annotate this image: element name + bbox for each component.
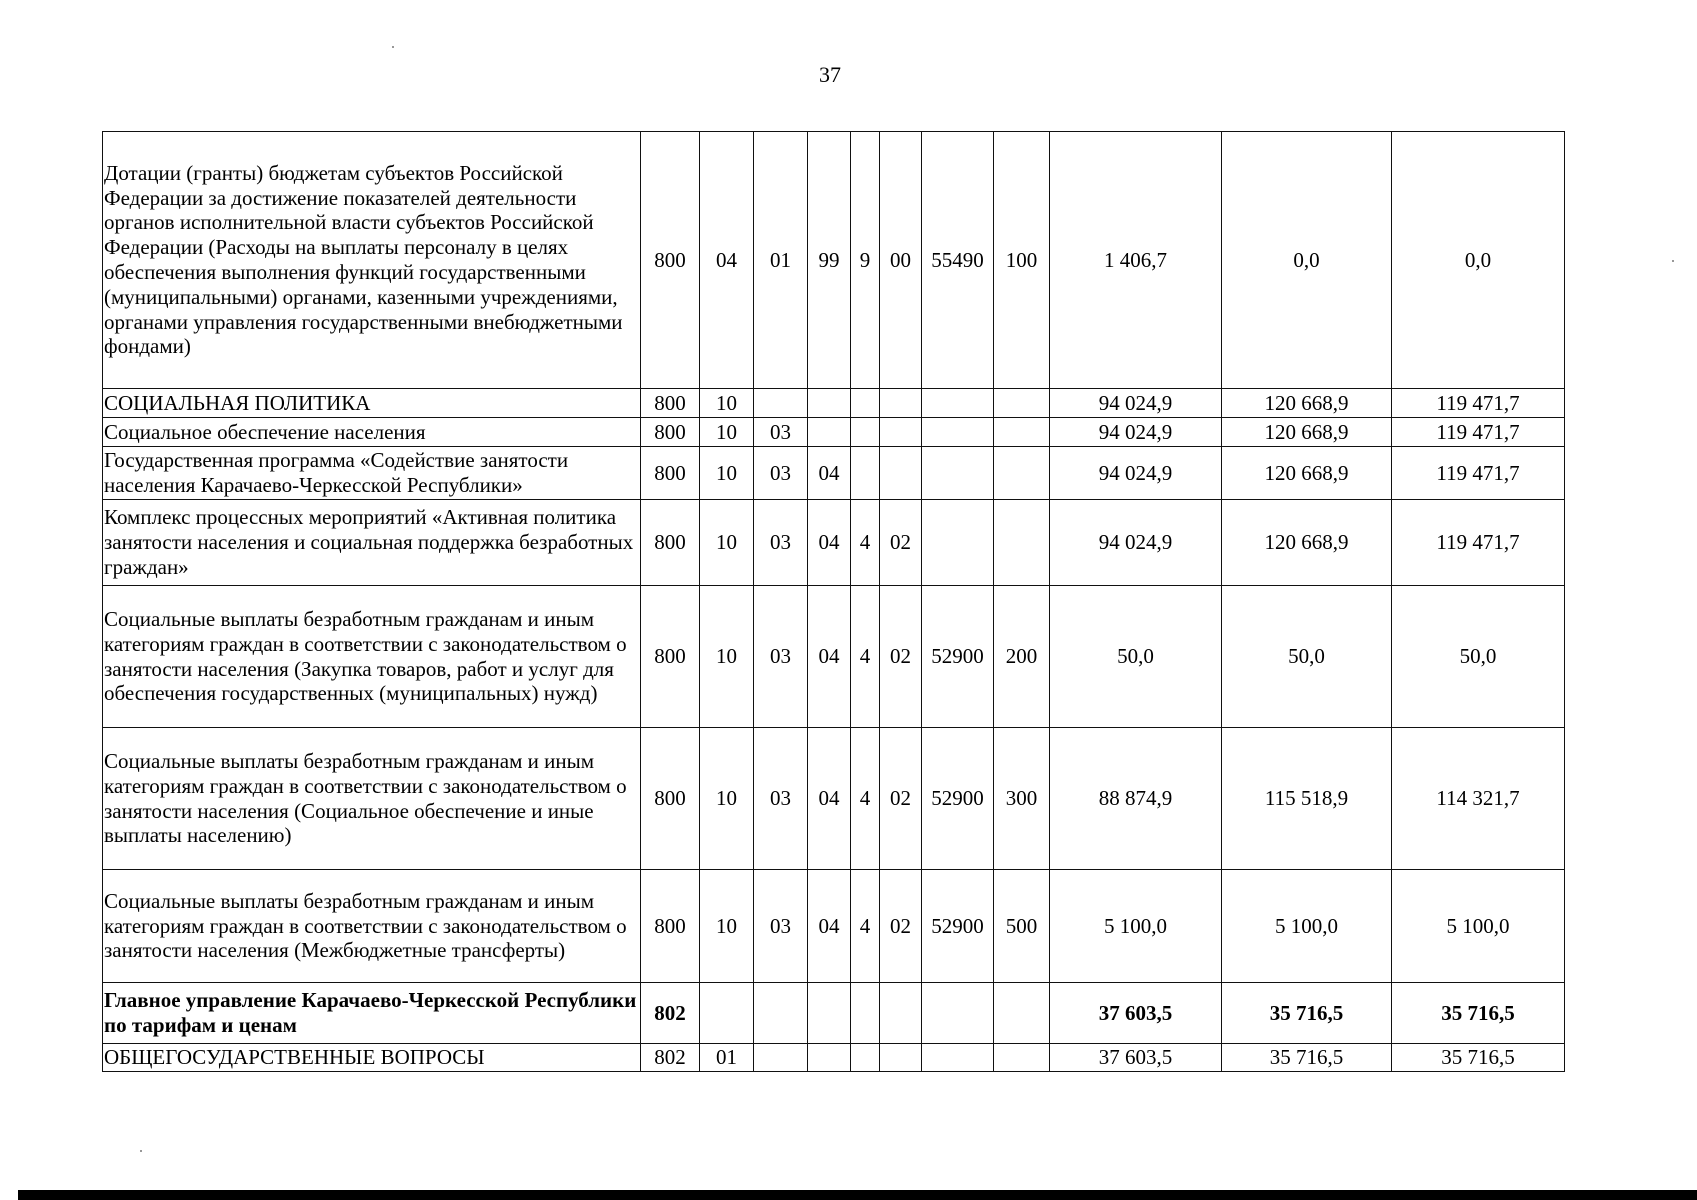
code-section: 10 <box>700 728 754 870</box>
code-section <box>700 983 754 1044</box>
value-year-3: 119 471,7 <box>1392 389 1565 418</box>
value-year-1: 37 603,5 <box>1050 983 1222 1044</box>
row-name: Социальное обеспечение населения <box>103 418 641 447</box>
code-section: 10 <box>700 447 754 500</box>
code-subsection <box>754 1044 808 1072</box>
row-name: ОБЩЕГОСУДАРСТВЕННЫЕ ВОПРОСЫ <box>103 1044 641 1072</box>
code-activity: 02 <box>880 870 922 983</box>
value-year-3: 35 716,5 <box>1392 983 1565 1044</box>
code-section: 10 <box>700 389 754 418</box>
scan-bottom-edge <box>18 1190 1697 1200</box>
value-year-3: 35 716,5 <box>1392 1044 1565 1072</box>
code-subsection: 03 <box>754 728 808 870</box>
code-direction: 52900 <box>922 870 994 983</box>
value-year-1: 50,0 <box>1050 586 1222 728</box>
table-row <box>103 132 1565 389</box>
code-program: 04 <box>808 586 851 728</box>
table-row <box>103 728 1565 870</box>
code-section: 10 <box>700 500 754 586</box>
code-expense-type: 300 <box>994 728 1050 870</box>
code-direction: 52900 <box>922 586 994 728</box>
value-year-1: 5 100,0 <box>1050 870 1222 983</box>
value-year-1: 94 024,9 <box>1050 447 1222 500</box>
value-year-2: 120 668,9 <box>1222 418 1392 447</box>
code-ministry: 800 <box>641 132 700 389</box>
value-year-1: 94 024,9 <box>1050 500 1222 586</box>
value-year-2: 120 668,9 <box>1222 389 1392 418</box>
value-year-3: 114 321,7 <box>1392 728 1565 870</box>
code-activity: 02 <box>880 728 922 870</box>
page-number: 37 <box>819 62 841 87</box>
code-expense-type <box>994 983 1050 1044</box>
code-activity <box>880 983 922 1044</box>
code-subprogram: 4 <box>851 870 880 983</box>
code-subprogram <box>851 418 880 447</box>
value-year-3: 5 100,0 <box>1392 870 1565 983</box>
value-year-2: 50,0 <box>1222 586 1392 728</box>
code-program: 04 <box>808 447 851 500</box>
table-row <box>103 870 1565 983</box>
value-year-2: 120 668,9 <box>1222 447 1392 500</box>
code-program: 99 <box>808 132 851 389</box>
table-row <box>103 418 1565 447</box>
code-activity <box>880 389 922 418</box>
code-subprogram <box>851 389 880 418</box>
code-ministry: 802 <box>641 983 700 1044</box>
value-year-3: 119 471,7 <box>1392 447 1565 500</box>
table-row <box>103 500 1565 586</box>
code-activity: 00 <box>880 132 922 389</box>
scan-speck <box>1672 260 1674 262</box>
code-section: 10 <box>700 586 754 728</box>
code-direction <box>922 418 994 447</box>
table-body <box>103 132 1565 1072</box>
value-year-1: 88 874,9 <box>1050 728 1222 870</box>
code-expense-type <box>994 447 1050 500</box>
code-expense-type <box>994 418 1050 447</box>
table-row <box>103 447 1565 500</box>
code-program: 04 <box>808 728 851 870</box>
scan-speck <box>140 1150 142 1152</box>
code-section: 04 <box>700 132 754 389</box>
code-program <box>808 1044 851 1072</box>
budget-table <box>102 131 1565 1072</box>
code-program <box>808 418 851 447</box>
code-program <box>808 389 851 418</box>
row-name: СОЦИАЛЬНАЯ ПОЛИТИКА <box>103 389 641 418</box>
value-year-3: 0,0 <box>1392 132 1565 389</box>
code-ministry: 800 <box>641 418 700 447</box>
code-subprogram <box>851 447 880 500</box>
code-expense-type <box>994 1044 1050 1072</box>
code-expense-type <box>994 389 1050 418</box>
code-subsection: 03 <box>754 418 808 447</box>
code-ministry: 802 <box>641 1044 700 1072</box>
table-row <box>103 983 1565 1044</box>
code-ministry: 800 <box>641 389 700 418</box>
row-name: Социальные выплаты безработным гражданам и иным категориям граждан в соответствии с законодательством о занятости населения (Закупка товаров, работ и услуг для обеспечения государственных (муниципальных) нужд) <box>103 586 641 728</box>
code-activity <box>880 1044 922 1072</box>
value-year-2: 115 518,9 <box>1222 728 1392 870</box>
row-name: Социальные выплаты безработным гражданам и иным категориям граждан в соответствии с законодательством о занятости населения (Межбюджетные трансферты) <box>103 870 641 983</box>
code-direction: 55490 <box>922 132 994 389</box>
row-name: Главное управление Карачаево-Черкесской Республики по тарифам и ценам <box>103 983 641 1044</box>
code-activity: 02 <box>880 500 922 586</box>
code-expense-type: 100 <box>994 132 1050 389</box>
code-program: 04 <box>808 870 851 983</box>
value-year-1: 1 406,7 <box>1050 132 1222 389</box>
code-subsection <box>754 983 808 1044</box>
code-direction <box>922 1044 994 1072</box>
row-name: Государственная программа «Содействие занятости населения Карачаево-Черкесской Республики» <box>103 447 641 500</box>
value-year-2: 5 100,0 <box>1222 870 1392 983</box>
value-year-2: 35 716,5 <box>1222 983 1392 1044</box>
row-name: Социальные выплаты безработным гражданам и иным категориям граждан в соответствии с законодательством о занятости населения (Социальное обеспечение и иные выплаты населению) <box>103 728 641 870</box>
code-activity: 02 <box>880 586 922 728</box>
code-expense-type: 200 <box>994 586 1050 728</box>
value-year-3: 119 471,7 <box>1392 418 1565 447</box>
code-direction <box>922 500 994 586</box>
table-row <box>103 1044 1565 1072</box>
code-expense-type: 500 <box>994 870 1050 983</box>
code-section: 10 <box>700 870 754 983</box>
value-year-2: 0,0 <box>1222 132 1392 389</box>
code-subsection: 01 <box>754 132 808 389</box>
code-program: 04 <box>808 500 851 586</box>
code-ministry: 800 <box>641 500 700 586</box>
code-activity <box>880 418 922 447</box>
code-subprogram: 4 <box>851 500 880 586</box>
code-expense-type <box>994 500 1050 586</box>
value-year-1: 94 024,9 <box>1050 418 1222 447</box>
value-year-2: 35 716,5 <box>1222 1044 1392 1072</box>
code-program <box>808 983 851 1044</box>
table-row <box>103 389 1565 418</box>
code-section: 10 <box>700 418 754 447</box>
code-activity <box>880 447 922 500</box>
code-subsection <box>754 389 808 418</box>
value-year-3: 50,0 <box>1392 586 1565 728</box>
row-name: Комплекс процессных мероприятий «Активная политика занятости населения и социальная поддержка безработных граждан» <box>103 500 641 586</box>
table-row <box>103 586 1565 728</box>
value-year-2: 120 668,9 <box>1222 500 1392 586</box>
code-direction <box>922 447 994 500</box>
value-year-1: 94 024,9 <box>1050 389 1222 418</box>
code-subsection: 03 <box>754 447 808 500</box>
code-subsection: 03 <box>754 500 808 586</box>
code-ministry: 800 <box>641 870 700 983</box>
row-name: Дотации (гранты) бюджетам субъектов Российской Федерации за достижение показателей деятельности органов исполнительной власти субъектов Российской Федерации (Расходы на выплаты персоналу в целях обеспечения выполнения функций государственными (муниципальными) органами, казенными учреждениями, органами управления государственными внебюджетными фондами) <box>103 132 641 389</box>
code-subprogram: 4 <box>851 728 880 870</box>
code-section: 01 <box>700 1044 754 1072</box>
code-ministry: 800 <box>641 728 700 870</box>
code-subprogram: 4 <box>851 586 880 728</box>
code-subprogram <box>851 1044 880 1072</box>
value-year-1: 37 603,5 <box>1050 1044 1222 1072</box>
scan-speck <box>392 46 394 48</box>
code-subsection: 03 <box>754 870 808 983</box>
code-subsection: 03 <box>754 586 808 728</box>
code-subprogram <box>851 983 880 1044</box>
code-direction <box>922 983 994 1044</box>
code-ministry: 800 <box>641 447 700 500</box>
code-direction <box>922 389 994 418</box>
code-subprogram: 9 <box>851 132 880 389</box>
value-year-3: 119 471,7 <box>1392 500 1565 586</box>
code-ministry: 800 <box>641 586 700 728</box>
code-direction: 52900 <box>922 728 994 870</box>
